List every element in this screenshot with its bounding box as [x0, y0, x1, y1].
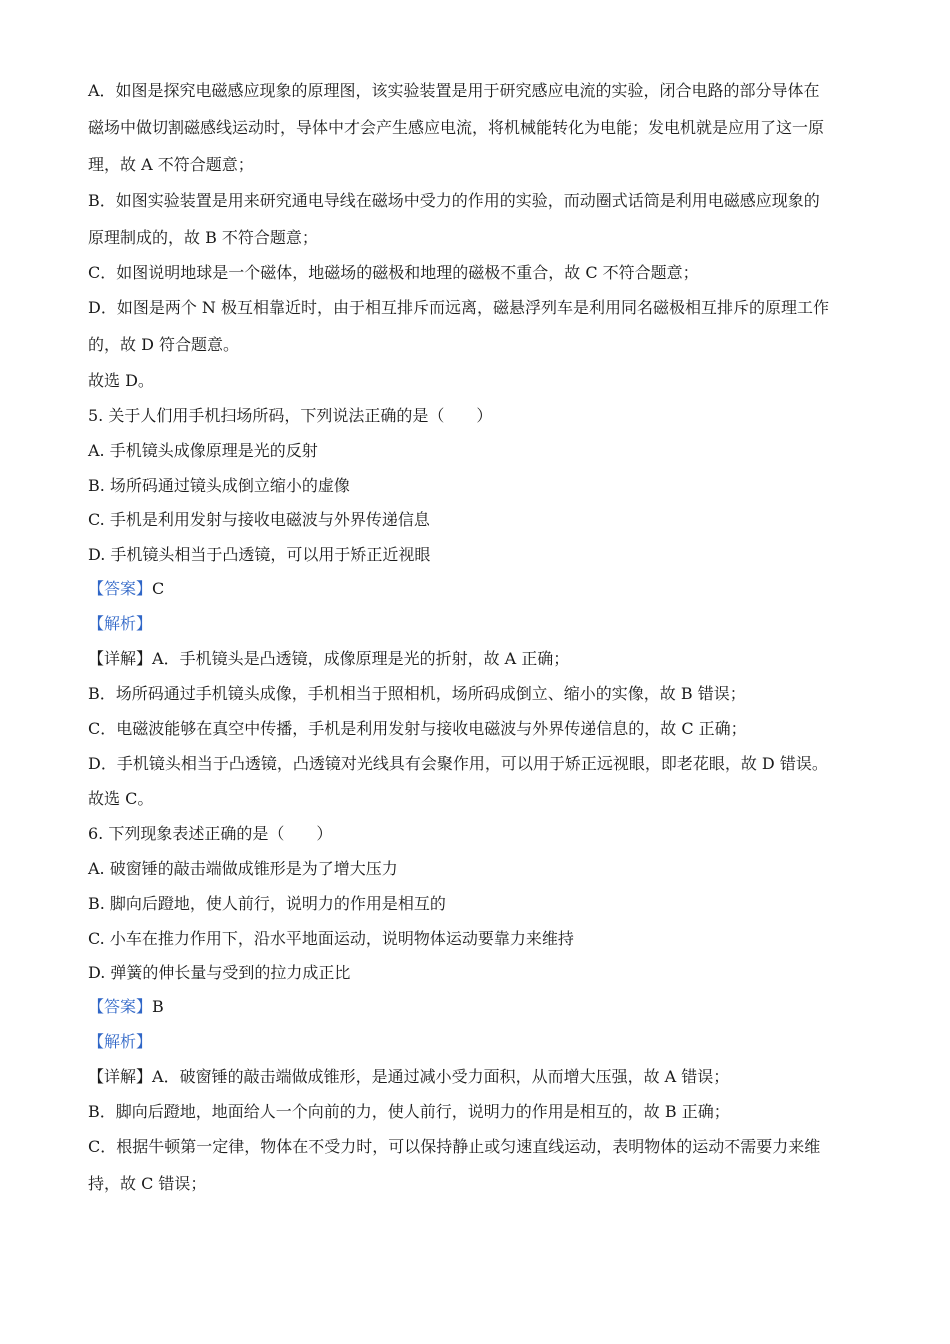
q5-choice-b: B. 场所码通过镜头成倒立缩小的虚像 — [88, 476, 350, 495]
q6-stem: 6. 下列现象表述正确的是（ ） — [88, 824, 333, 843]
q4-option-b-line-2: 原理制成的，故 B 不符合题意； — [88, 228, 318, 247]
q5-answer-line — [88, 578, 868, 600]
q4-option-c-line: C．如图说明地球是一个磁体，地磁场的磁极和地理的磁极不重合，故 C 不符合题意； — [88, 263, 699, 282]
q6-detail-c-line-2: 持，故 C 错误； — [88, 1174, 207, 1193]
q6-detail-a — [88, 1066, 868, 1088]
q4-option-a-line-1: A．如图是探究电磁感应现象的原理图，该实验装置是用于研究感应电流的实验，闭合电路的部分导体在 — [88, 81, 820, 100]
q6-detail-a-text: A．破窗锤的敲击端做成锥形，是通过减小受力面积，从而增大压强，故 A 错误； — [152, 1067, 730, 1086]
q4-option-a-line-2: 磁场中做切割磁感线运动时，导体中才会产生感应电流，将机械能转化为电能；发电机就是应用了这一原 — [88, 118, 825, 137]
detail-tag: 【详解】 — [88, 649, 153, 668]
q6-analysis-tag — [88, 1031, 868, 1053]
q5-detail-a — [88, 648, 868, 670]
answer-tag: 【答案】 — [88, 997, 153, 1016]
q5-choice-d: D. 手机镜头相当于凸透镜，可以用于矫正近视眼 — [88, 545, 431, 564]
q4-conclusion: 故选 D。 — [88, 371, 154, 390]
detail-tag: 【详解】 — [88, 1067, 153, 1086]
q6-detail-c-line-1: C．根据牛顿第一定律，物体在不受力时，可以保持静止或匀速直线运动，表明物体的运动不需要力来维 — [88, 1137, 821, 1156]
q4-option-b-line-1: B．如图实验装置是用来研究通电导线在磁场中受力的作用的实验，而动圈式话筒是利用电磁感应现象的 — [88, 191, 820, 210]
q6-answer-line — [88, 996, 868, 1018]
q4-option-d-line-2: 的，故 D 符合题意。 — [88, 335, 240, 354]
q5-choice-a: A. 手机镜头成像原理是光的反射 — [88, 441, 318, 460]
q4-option-d-line-1: D．如图是两个 N 极互相靠近时，由于相互排斥而远离，磁悬浮列车是利用同名磁极相互排斥的原理工作 — [88, 298, 830, 317]
q6-choice-c: C. 小车在推力作用下，沿水平地面运动，说明物体运动要靠力来维持 — [88, 929, 574, 948]
analysis-tag: 【解析】 — [88, 1032, 153, 1051]
q5-detail-c: C．电磁波能够在真空中传播，手机是利用发射与接收电磁波与外界传递信息的，故 C 正确； — [88, 719, 747, 738]
q5-detail-a-text: A．手机镜头是凸透镜，成像原理是光的折射，故 A 正确； — [152, 649, 570, 668]
answer-tag: 【答案】 — [88, 579, 153, 598]
q5-conclusion: 故选 C。 — [88, 789, 154, 808]
analysis-tag: 【解析】 — [88, 614, 153, 633]
q5-answer-value: C — [152, 579, 165, 598]
q6-choice-d: D. 弹簧的伸长量与受到的拉力成正比 — [88, 963, 351, 982]
q6-choice-a: A. 破窗锤的敲击端做成锥形是为了增大压力 — [88, 859, 398, 878]
q5-detail-d: D．手机镜头相当于凸透镜，凸透镜对光线具有会聚作用，可以用于矫正远视眼，即老花眼，故 D 错误。 — [88, 754, 828, 773]
q4-option-a-line-3: 理，故 A 不符合题意； — [88, 155, 254, 174]
q6-answer-value: B — [152, 997, 164, 1016]
q6-detail-b: B．脚向后蹬地，地面给人一个向前的力，使人前行，说明力的作用是相互的，故 B 正确； — [88, 1102, 730, 1121]
q5-analysis-tag — [88, 613, 868, 635]
q5-detail-b: B．场所码通过手机镜头成像，手机相当于照相机，场所码成倒立、缩小的实像，故 B 错误； — [88, 684, 746, 703]
q5-choice-c: C. 手机是利用发射与接收电磁波与外界传递信息 — [88, 510, 430, 529]
q6-choice-b: B. 脚向后蹬地，使人前行，说明力的作用是相互的 — [88, 894, 446, 913]
q5-stem: 5. 关于人们用手机扫场所码，下列说法正确的是（ ） — [88, 406, 493, 425]
